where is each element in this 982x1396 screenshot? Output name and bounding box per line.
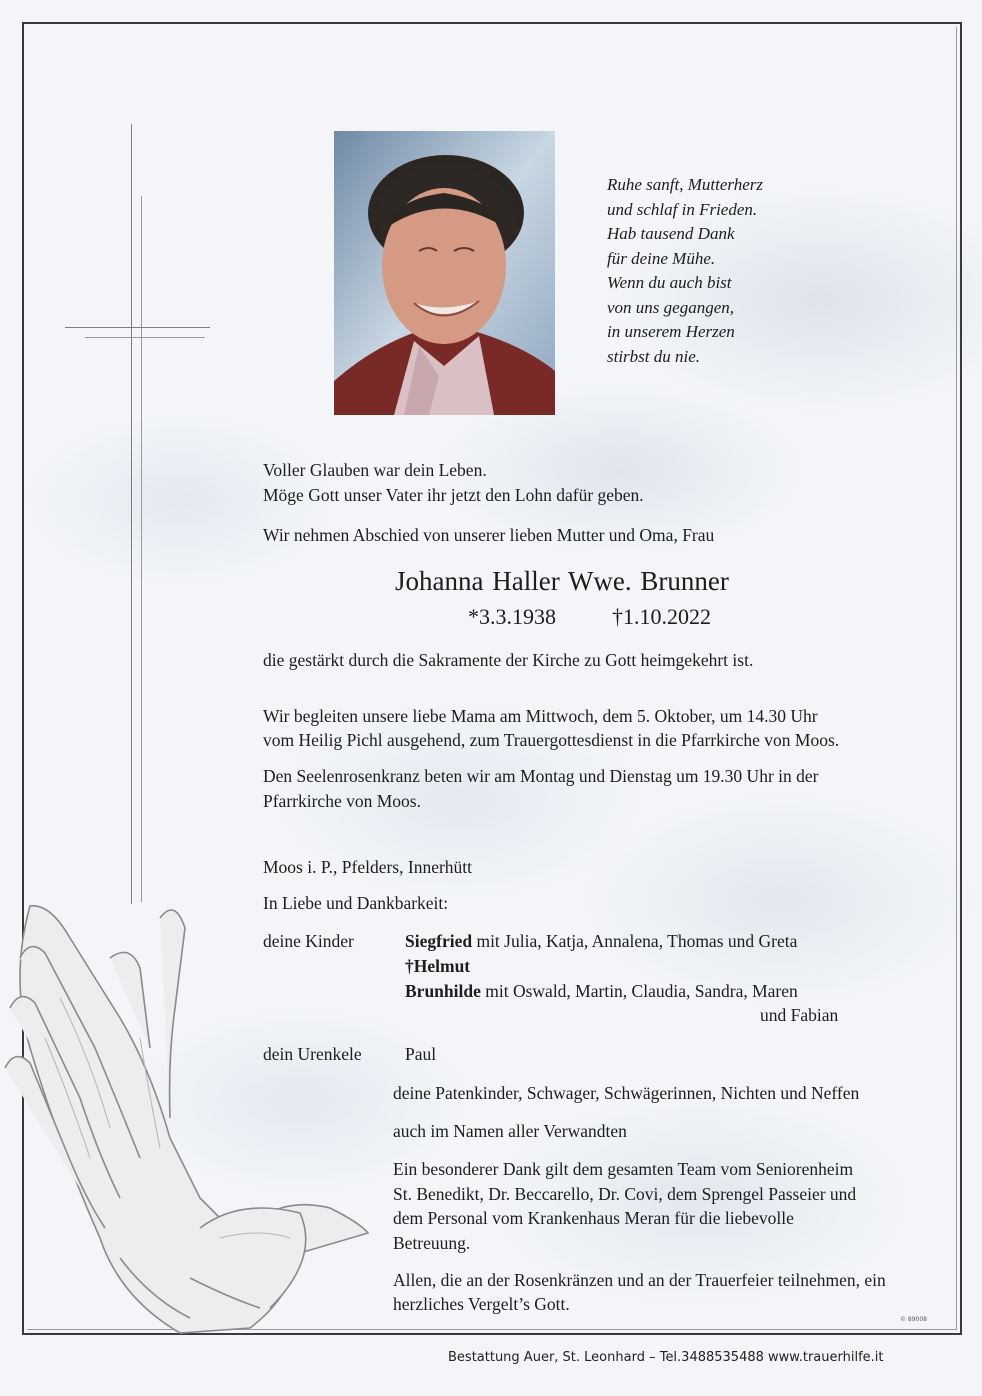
child-entry: [405, 979, 798, 1004]
poem-line: Ruhe sanft, Mutterherz: [607, 175, 763, 194]
child-family: mit Oswald, Martin, Claudia, Sandra, Maren: [480, 981, 798, 1001]
poem-line: Hab tausend Dank: [607, 224, 735, 243]
relatives-line: auch im Namen aller Verwandten: [393, 1121, 627, 1141]
thanks-line: Allen, die an der Rosenkränzen und an der Trauerfeier teilnehmen, ein: [393, 1270, 886, 1290]
print-code: © 89008: [900, 1316, 927, 1323]
farewell-line: Wir nehmen Abschied von unserer lieben Mutter und Oma, Frau: [263, 525, 715, 545]
children-label: deine Kinder: [263, 931, 354, 951]
places-line: Moos i. P., Pfelders, Innerhütt: [263, 857, 473, 877]
child-family-cont: und Fabian: [760, 1005, 839, 1025]
poem-line: von uns gegangen,: [607, 297, 735, 317]
birth-date: *3.3.1938: [468, 604, 556, 629]
cross-icon-vertical-shadow: [141, 196, 142, 902]
child-name: Brunhilde: [405, 981, 481, 1001]
great-grandchild-name: Paul: [405, 1044, 437, 1064]
rosary-line: Pfarrkirche von Moos.: [263, 791, 421, 811]
poem-line: für deine Mühe.: [607, 248, 716, 268]
child-name: †Helmut: [405, 956, 471, 976]
death-date: †1.10.2022: [612, 604, 711, 629]
rosary-line: Den Seelenrosenkranz beten wir am Montag und Dienstag um 19.30 Uhr in der: [263, 766, 819, 786]
child-family: mit Julia, Katja, Annalena, Thomas und Greta: [472, 931, 798, 951]
deceased-name: Johanna Haller Wwe. Brunner: [395, 566, 729, 596]
poem-line: in unserem Herzen: [607, 322, 735, 341]
child-name: Siegfried: [405, 931, 473, 951]
portrait-photo: [334, 131, 555, 415]
footer-funeral-home: Bestattung Auer, St. Leonhard – Tel.3488535488 www.trauerhilfe.it: [448, 1350, 884, 1365]
thanks-line: herzliches Vergelt’s Gott.: [393, 1294, 570, 1314]
love-line: In Liebe und Dankbarkeit:: [263, 893, 449, 913]
poem: [607, 173, 807, 369]
funeral-line: vom Heilig Pichl ausgehend, zum Trauergottesdienst in die Pfarrkirche von Moos.: [263, 730, 840, 750]
sacraments-line: die gestärkt durch die Sakramente der Kirche zu Gott heimgekehrt ist.: [263, 650, 754, 670]
poem-line: stirbst du nie.: [607, 346, 701, 366]
thanks-line: dem Personal vom Krankenhaus Meran für die liebevolle: [393, 1208, 794, 1228]
praying-hands-icon: [0, 898, 372, 1336]
cross-icon-horizontal-shadow: [85, 337, 205, 338]
thanks-line: Betreuung.: [393, 1233, 471, 1253]
funeral-line: Wir begleiten unsere liebe Mama am Mittwoch, dem 5. Oktober, um 14.30 Uhr: [263, 706, 818, 726]
thanks-line: Ein besonderer Dank gilt dem gesamten Team vom Seniorenheim: [393, 1159, 854, 1179]
intro-line: Voller Glauben war dein Leben.: [263, 460, 487, 480]
poem-line: Wenn du auch bist: [607, 273, 732, 292]
great-grandchild-label: dein Urenkele: [263, 1044, 362, 1064]
cross-icon-vertical: [131, 124, 132, 904]
child-entry: [405, 929, 797, 954]
poem-line: und schlaf in Frieden.: [607, 199, 758, 219]
cross-icon-horizontal: [65, 327, 210, 328]
godchildren-line: deine Patenkinder, Schwager, Schwägerinnen, Nichten und Neffen: [393, 1083, 860, 1103]
intro-line: Möge Gott unser Vater ihr jetzt den Lohn dafür geben.: [263, 485, 644, 505]
thanks-line: St. Benedikt, Dr. Beccarello, Dr. Covi, dem Sprengel Passeier und: [393, 1184, 857, 1204]
